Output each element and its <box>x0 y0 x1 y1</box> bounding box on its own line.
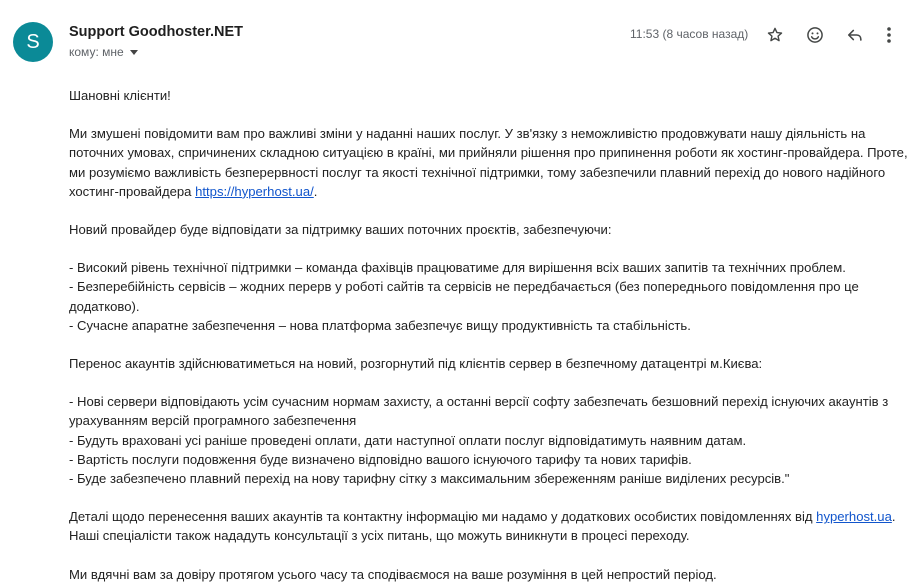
reply-icon <box>845 25 865 45</box>
paragraph-thanks: Ми вдячні вам за довіру протягом усього часу та сподіваємося на ваше розуміння в цей непростий період. <box>69 566 717 582</box>
list-item: - Високий рівень технічної підтримки – команда фахівців працюватиме для вирішення всіх ваших запитів та технічних проблем. <box>69 260 846 276</box>
avatar[interactable] <box>13 22 53 62</box>
paragraph-migration: Перенос акаунтів здійснюватиметься на новий, розгорнутий під клієнтів сервер в безпечному датацентрі м.Києва: <box>69 356 763 372</box>
list-item: - Нові сервери відповідають усім сучасним нормам захисту, а останні версії софту забезпечать безшовний перехід існуючих акаунтів з урахуванням версій програмного забезпечення <box>69 394 889 429</box>
greeting: Шановні клієнти! <box>69 88 171 103</box>
recipient-text: кому: мне <box>69 45 124 59</box>
paragraph-intro: Ми змушені повідомити вам про важливі зміни у наданні наших послуг. У зв'язку з неможливістю продовжувати нашу діяльність на поточних умовах, спричинених складною ситуацією в країні, ми прийняли рішення про припинення роботи як хостинг-провайдера. Проте, ми розуміємо важливість безперервності послуг та якості технічної підтримки, тому забезпечили плавний перехід до нового надійного хостинг-провайдера https://hyperhost.ua/. <box>69 126 908 199</box>
avatar-letter: S <box>26 30 40 53</box>
recipient-details-chevron-down-icon[interactable] <box>130 50 138 55</box>
hyperhost-link-2[interactable]: hyperhost.ua <box>816 509 892 525</box>
list-item: - Сучасне апаратне забезпечення – нова платформа забезпечує вищу продуктивність та стабільність. <box>69 317 691 333</box>
recipient-line <box>69 45 138 59</box>
paragraph-provider: Новий провайдер буде відповідати за підтримку ваших поточних проєктів, забезпечуючи: <box>69 222 612 238</box>
emoji-icon <box>805 25 825 45</box>
reply-button[interactable] <box>842 22 868 48</box>
list-item: - Буде забезпечено плавний перехід на нову тарифну сітку з максимальним збереженням раніше виділених ресурсів." <box>69 471 790 487</box>
add-reaction-button[interactable] <box>802 22 828 48</box>
email-actions <box>762 22 896 48</box>
email-timestamp: 11:53 (8 часов назад) <box>630 27 749 41</box>
star-button[interactable] <box>762 22 788 48</box>
email-body <box>69 86 909 584</box>
star-icon <box>766 26 784 44</box>
list-item: - Будуть враховані усі раніше проведені оплати, дати наступної оплати послуг відповідатимуть наявним датам. <box>69 432 747 448</box>
sender-name[interactable]: Support Goodhoster.NET <box>69 24 243 40</box>
list-item: - Безперебійність сервісів – жодних перерв у роботі сайтів та сервісів не передбачається (без попереднього повідомлення про це додатково). <box>69 279 859 314</box>
hyperhost-link[interactable]: https://hyperhost.ua/ <box>195 183 314 199</box>
more-options-button[interactable] <box>882 22 896 48</box>
more-vert-icon <box>886 26 892 44</box>
paragraph-details: Деталі щодо перенесення ваших акаунтів та контактну інформацію ми надамо у додаткових особистих повідомленнях від hyperhost.ua. Наші спеціалісти також нададуть консультації з усіх питань, що можуть виникнути в процесі переходу. <box>69 509 896 544</box>
list-item: - Вартість послуги подовження буде визначено відповідно вашого існуючого тарифу та нових тарифів. <box>69 451 692 467</box>
